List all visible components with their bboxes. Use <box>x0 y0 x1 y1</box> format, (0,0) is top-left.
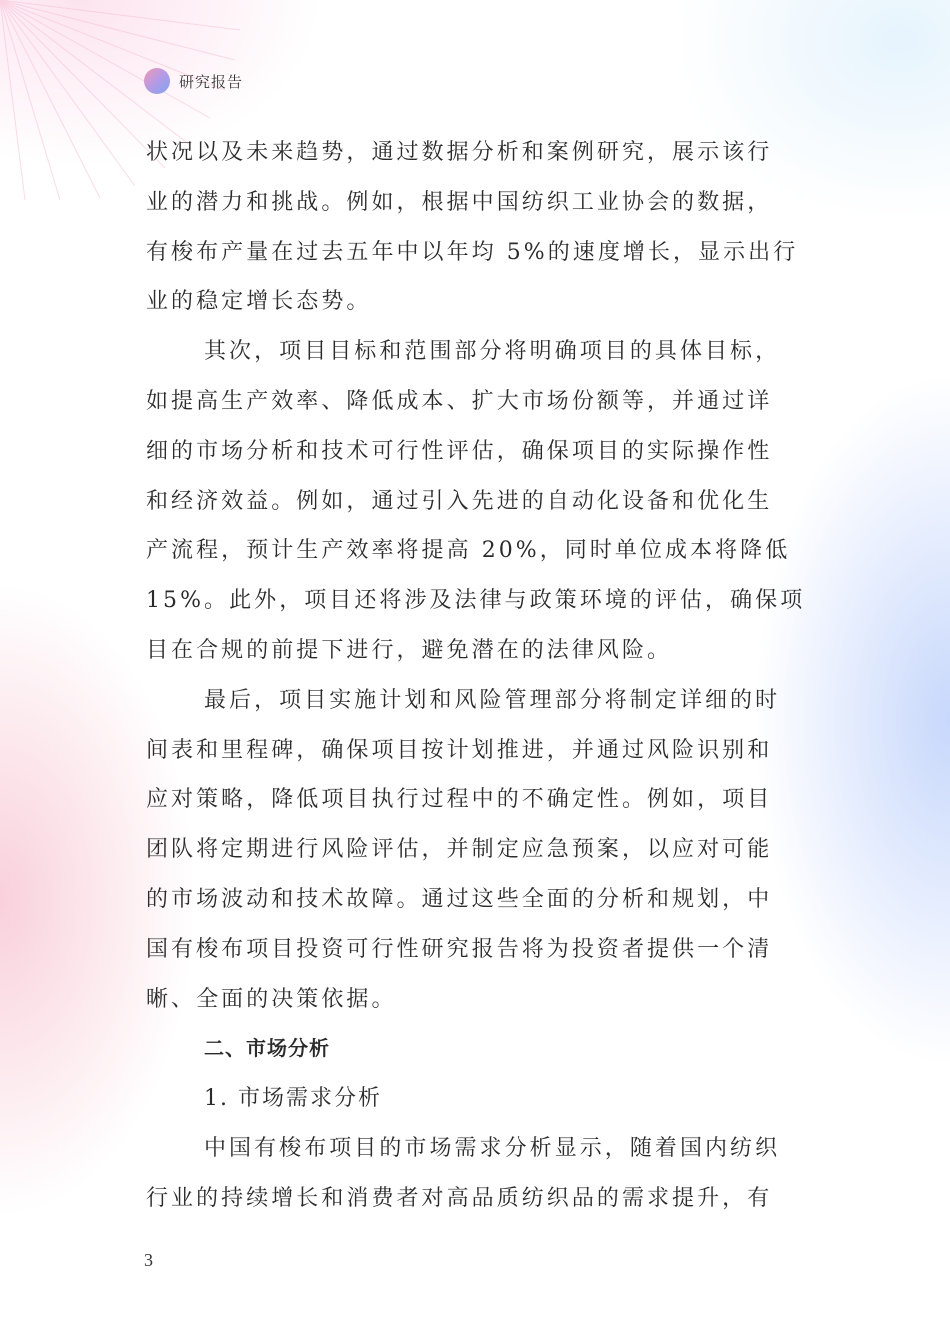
paragraph-line: 晰、全面的决策依据。 <box>146 986 397 1012</box>
paragraph-line: 15%。此外，项目还将涉及法律与政策环境的评估，确保项 <box>146 588 806 614</box>
report-header <box>144 66 243 96</box>
paragraph-line: 如提高生产效率、降低成本、扩大市场份额等，并通过详 <box>146 388 773 414</box>
paragraph-line: 状况以及未来趋势，通过数据分析和案例研究，展示该行 <box>146 140 773 165</box>
paragraph-line: 和经济效益。例如，通过引入先进的自动化设备和优化生 <box>146 488 773 514</box>
paragraph-line: 最后，项目实施计划和风险管理部分将制定详细的时 <box>204 687 781 713</box>
paragraph-line: 国有梭布项目投资可行性研究报告将为投资者提供一个清 <box>146 936 773 962</box>
header-title: 研究报告 <box>179 72 244 91</box>
paragraph-line: 其次，项目目标和范围部分将明确项目的具体目标， <box>204 339 781 365</box>
paragraph-line: 行业的持续增长和消费者对高品质纺织品的需求提升，有 <box>146 1185 773 1211</box>
paragraph-line: 团队将定期进行风险评估，并制定应急预案，以应对可能 <box>146 837 773 863</box>
paragraph-line: 细的市场分析和技术可行性评估，确保项目的实际操作性 <box>146 438 773 464</box>
subsection-heading: 1. 市场需求分析 <box>204 1086 382 1112</box>
paragraph-line: 有梭布产量在过去五年中以年均 5%的速度增长，显示出行 <box>146 239 799 265</box>
paragraph-line: 产流程，预计生产效率将提高 20%，同时单位成本将降低 <box>146 538 791 564</box>
paragraph-line: 业的稳定增长态势。 <box>146 289 372 315</box>
document-body <box>146 128 808 1224</box>
paragraph-line: 应对策略，降低项目执行过程中的不确定性。例如，项目 <box>146 787 773 813</box>
paragraph-line: 间表和里程碑，确保项目按计划推进，并通过风险识别和 <box>146 737 773 763</box>
page-number: 3 <box>144 1250 153 1270</box>
paragraph-line: 中国有梭布项目的市场需求分析显示，随着国内纺织 <box>204 1135 781 1161</box>
paragraph-line: 目在合规的前提下进行，避免潜在的法律风险。 <box>146 637 673 663</box>
logo-icon <box>144 68 170 94</box>
paragraph-line: 业的潜力和挑战。例如，根据中国纺织工业协会的数据， <box>146 189 773 215</box>
paragraph-line: 的市场波动和技术故障。通过这些全面的分析和规划，中 <box>146 886 773 912</box>
section-heading: 二、市场分析 <box>204 1036 330 1061</box>
